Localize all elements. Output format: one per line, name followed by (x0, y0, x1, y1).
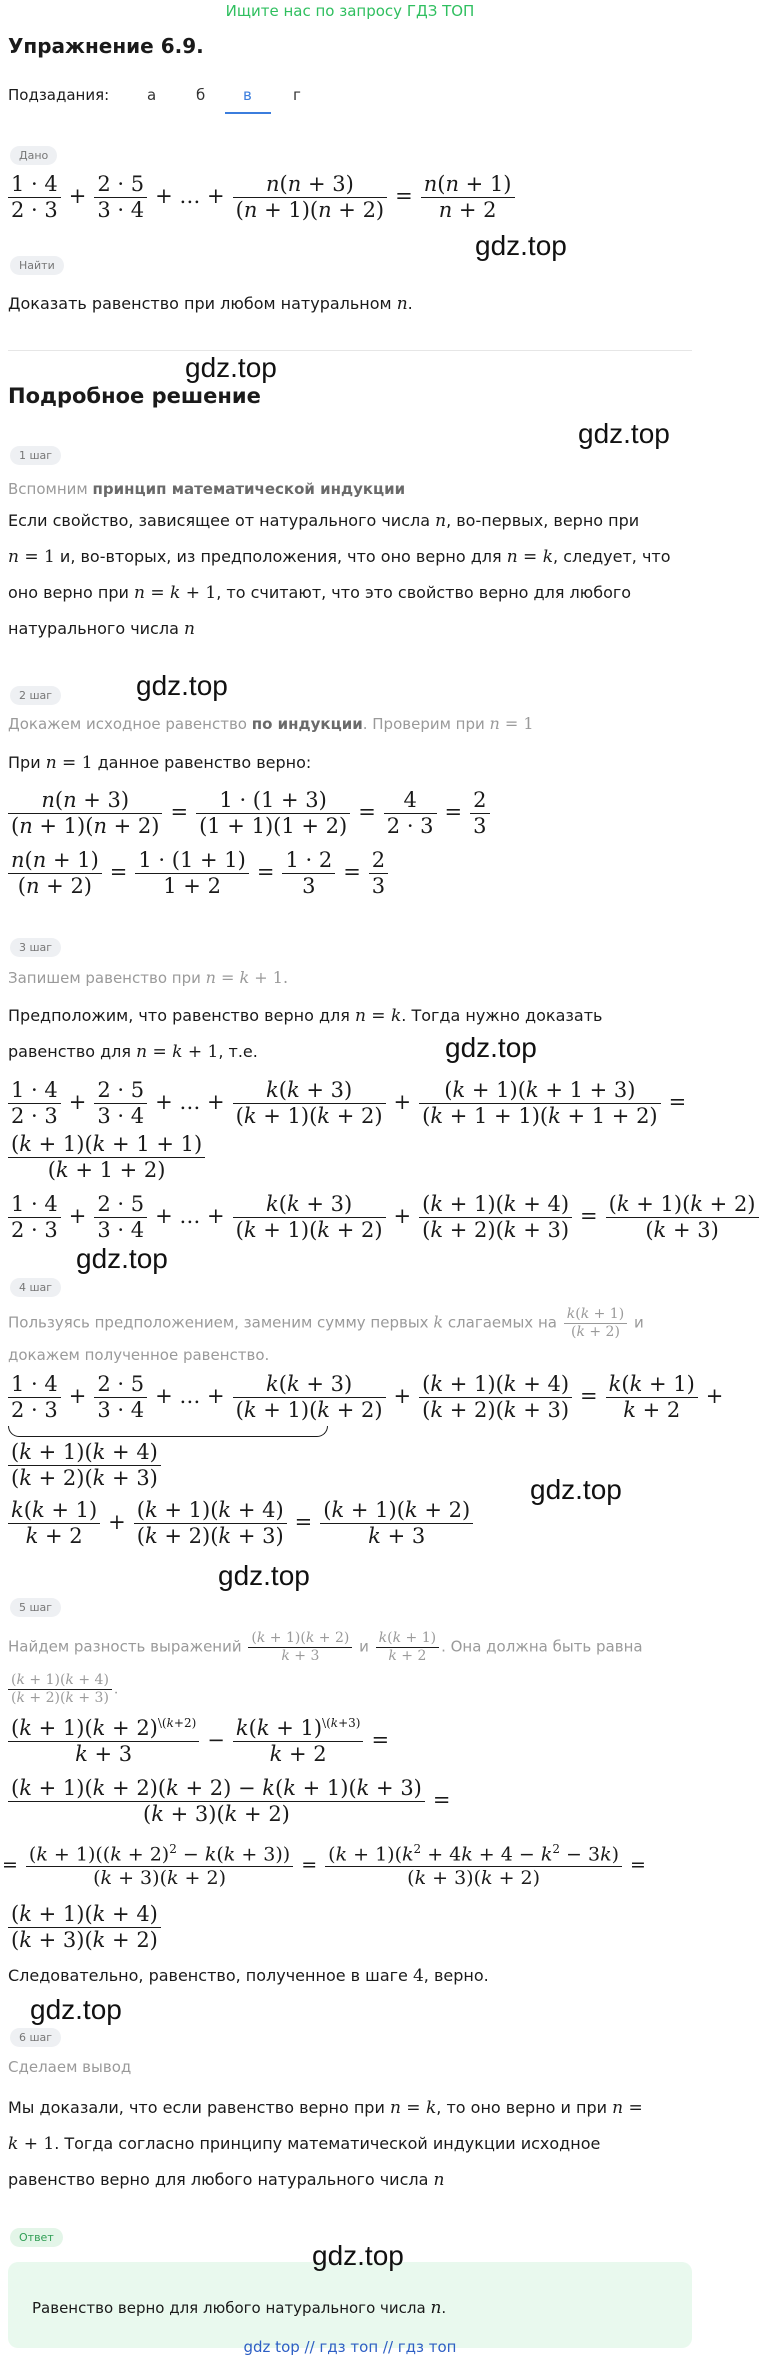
step2-text: При n = 1 данное равенство верно: (8, 753, 312, 773)
step5-equation-3: = $\frac{(k + 1)((k + 2)^2 - k(k + 3))}{(k + 3)(k + 2)}$ = $\frac{(k + 1)(k^2 + 4k + 4 - k^2 - 3k)}{(k + 3)(k + 2)}$ = (2, 1842, 646, 1890)
step5-equation-4: $\frac{(k + 1)(k + 4)}{(k + 3)(k + 2)}$ (6, 1902, 163, 1953)
solution-title: Подробное решение (8, 384, 261, 408)
step5-tag: 5 шаг (10, 1598, 61, 1617)
subtask-tab-a[interactable]: а (147, 86, 157, 104)
watermark: gdz.top (30, 1994, 122, 2025)
step1-line1: Если свойство, зависящее от натурального числа n, во-первых, верно при (8, 511, 640, 531)
watermark: gdz.top (475, 230, 567, 261)
step6-line2: k + 1. Тогда согласно принципу математической индукции исходное (8, 2134, 601, 2154)
given-equation: $\frac{1 \cdot 4}{2 \cdot 3}$ + $\frac{2 \cdot 5}{3 \cdot 4}$ + … + $\frac{n(n + 3)}{(n + 1)(n + 2)}$ = $\frac{n(n + 1)}{n + 2}$ (6, 172, 517, 223)
watermark: gdz.top (136, 670, 228, 701)
find-text: Доказать равенство при любом натуральном n. (8, 294, 413, 314)
divider (8, 350, 692, 351)
step2-equation-2: $\frac{n(n + 1)}{(n + 2)}$ = $\frac{1 \cdot (1 + 1)}{1 + 2}$ = $\frac{1 \cdot 2}{3}$ = $\frac{2}{3}$ (6, 848, 390, 899)
answer-text: Равенство верно для любого натурального числа n. (32, 2298, 447, 2318)
step4-equation-2: $\frac{k(k + 1)}{k + 2}$ + $\frac{(k + 1)(k + 4)}{(k + 2)(k + 3)}$ = $\frac{(k + 1)(k + 2)}{k + 3}$ (6, 1498, 475, 1549)
step3-line1: Предположим, что равенство верно для n = k. Тогда нужно доказать (8, 1006, 603, 1026)
given-tag: Дано (10, 146, 57, 165)
page-title: Упражнение 6.9. (8, 34, 204, 58)
watermark: gdz.top (445, 1032, 537, 1063)
watermark: gdz.top (578, 418, 670, 449)
watermark: gdz.top (218, 1560, 310, 1591)
step4-equation-1b: $\frac{(k + 1)(k + 4)}{(k + 2)(k + 3)}$ (6, 1440, 163, 1491)
step4-hint-line1: Пользуясь предположением, заменим сумму первых k слагаемых на $\frac{k(k + 1)}{(k + 2)}$ и (8, 1306, 644, 1340)
answer-tag: Ответ (10, 2228, 63, 2247)
underbrace (8, 1426, 328, 1437)
step5-equation-1: $\frac{(k + 1)(k + 2)^{\backslash(k+2)}}{k + 3}$ − $\frac{k(k + 1)^{\backslash(k+3)}}{k + 2}$ = (6, 1716, 395, 1767)
step6-hint: Сделаем вывод (8, 2058, 132, 2076)
subtasks-label: Подзадания: (8, 86, 110, 104)
step2-tag: 2 шаг (10, 686, 61, 705)
subtask-tab-b[interactable]: б (196, 86, 206, 104)
step3-equation-1: $\frac{1 \cdot 4}{2 \cdot 3}$ + $\frac{2 \cdot 5}{3 \cdot 4}$ + … + $\frac{k(k + 3)}{(k + 1)(k + 2)}$ + $\frac{(k + 1)(k + 1 + 3)}{(k + 1 + 1)(k + 1 + 2)}$ = (6, 1078, 692, 1129)
step1-line4: натурального числа n (8, 619, 195, 639)
step1-line2: n = 1 и, во-вторых, из предположения, что оно верно для n = k, следует, что (8, 547, 671, 567)
step4-equation-1: $\frac{1 \cdot 4}{2 \cdot 3}$ + $\frac{2 \cdot 5}{3 \cdot 4}$ + … + $\frac{k(k + 3)}{(k + 1)(k + 2)}$ + $\frac{(k + 1)(k + 4)}{(k + 2)(k + 3)}$ = $\frac{k(k + 1)}{k + 2}$ + (6, 1372, 729, 1423)
step1-hint: Вспомним принцип математической индукции (8, 480, 406, 498)
step3-tag: 3 шаг (10, 938, 61, 957)
find-tag: Найти (10, 256, 64, 275)
subtask-tab-g[interactable]: г (293, 86, 301, 104)
step5-hint-line1: Найдем разность выражений $\frac{(k + 1)(k + 2)}{k + 3}$ и $\frac{k(k + 1)}{k + 2}$ . Она должна быть равна (8, 1630, 643, 1664)
step6-line3: равенство верно для любого натурального числа n (8, 2170, 445, 2190)
step2-hint: Докажем исходное равенство по индукции. Проверим при n = 1 (8, 714, 534, 733)
watermark: gdz.top (312, 2240, 404, 2271)
step3-hint: Запишем равенство при n = k + 1. (8, 968, 289, 987)
step5-conclusion: Следовательно, равенство, полученное в шаге 4, верно. (8, 1966, 489, 1986)
subtask-tab-v[interactable]: в (243, 86, 252, 104)
step5-equation-2: $\frac{(k + 1)(k + 2)(k + 2) - k(k + 1)(k + 3)}{(k + 3)(k + 2)}$ = (6, 1776, 456, 1827)
step6-line1: Мы доказали, что если равенство верно при n = k, то оно верно и при n = (8, 2098, 643, 2118)
step1-line3: оно верно при n = k + 1, то считают, что это свойство верно для любого (8, 583, 632, 603)
watermark: gdz.top (185, 352, 277, 383)
watermark: gdz.top (530, 1474, 622, 1505)
top-banner[interactable]: Ищите нас по запросу ГДЗ ТОП (225, 2, 475, 20)
step6-tag: 6 шаг (10, 2028, 61, 2047)
watermark: gdz.top (76, 1243, 168, 1274)
step3-equation-1b: $\frac{(k + 1)(k + 1 + 1)}{(k + 1 + 2)}$ (6, 1132, 207, 1183)
step3-line2: равенство для n = k + 1, т.е. (8, 1042, 258, 1062)
step1-tag: 1 шаг (10, 446, 61, 465)
step3-equation-2: $\frac{1 \cdot 4}{2 \cdot 3}$ + $\frac{2 \cdot 5}{3 \cdot 4}$ + … + $\frac{k(k + 3)}{(k + 1)(k + 2)}$ + $\frac{(k + 1)(k + 4)}{(k + 2)(k + 3)}$ = $\frac{(k + 1)(k + 2)}{(k + 3)}$ (6, 1192, 761, 1243)
step5-hint-fraction: $\frac{(k + 1)(k + 4)}{(k + 2)(k + 3)}$ . (6, 1672, 118, 1707)
step2-equation-1: $\frac{n(n + 3)}{(n + 1)(n + 2)}$ = $\frac{1 \cdot (1 + 3)}{(1 + 1)(1 + 2)}$ = $\frac{4}{2 \cdot 3}$ = $\frac{2}{3}$ (6, 788, 492, 839)
footer-links[interactable]: gdz top // гдз топ // гдз топ (243, 2338, 457, 2356)
step4-tag: 4 шаг (10, 1278, 61, 1297)
step4-hint-line2: докажем полученное равенство. (8, 1346, 270, 1364)
active-tab-indicator (225, 112, 271, 114)
